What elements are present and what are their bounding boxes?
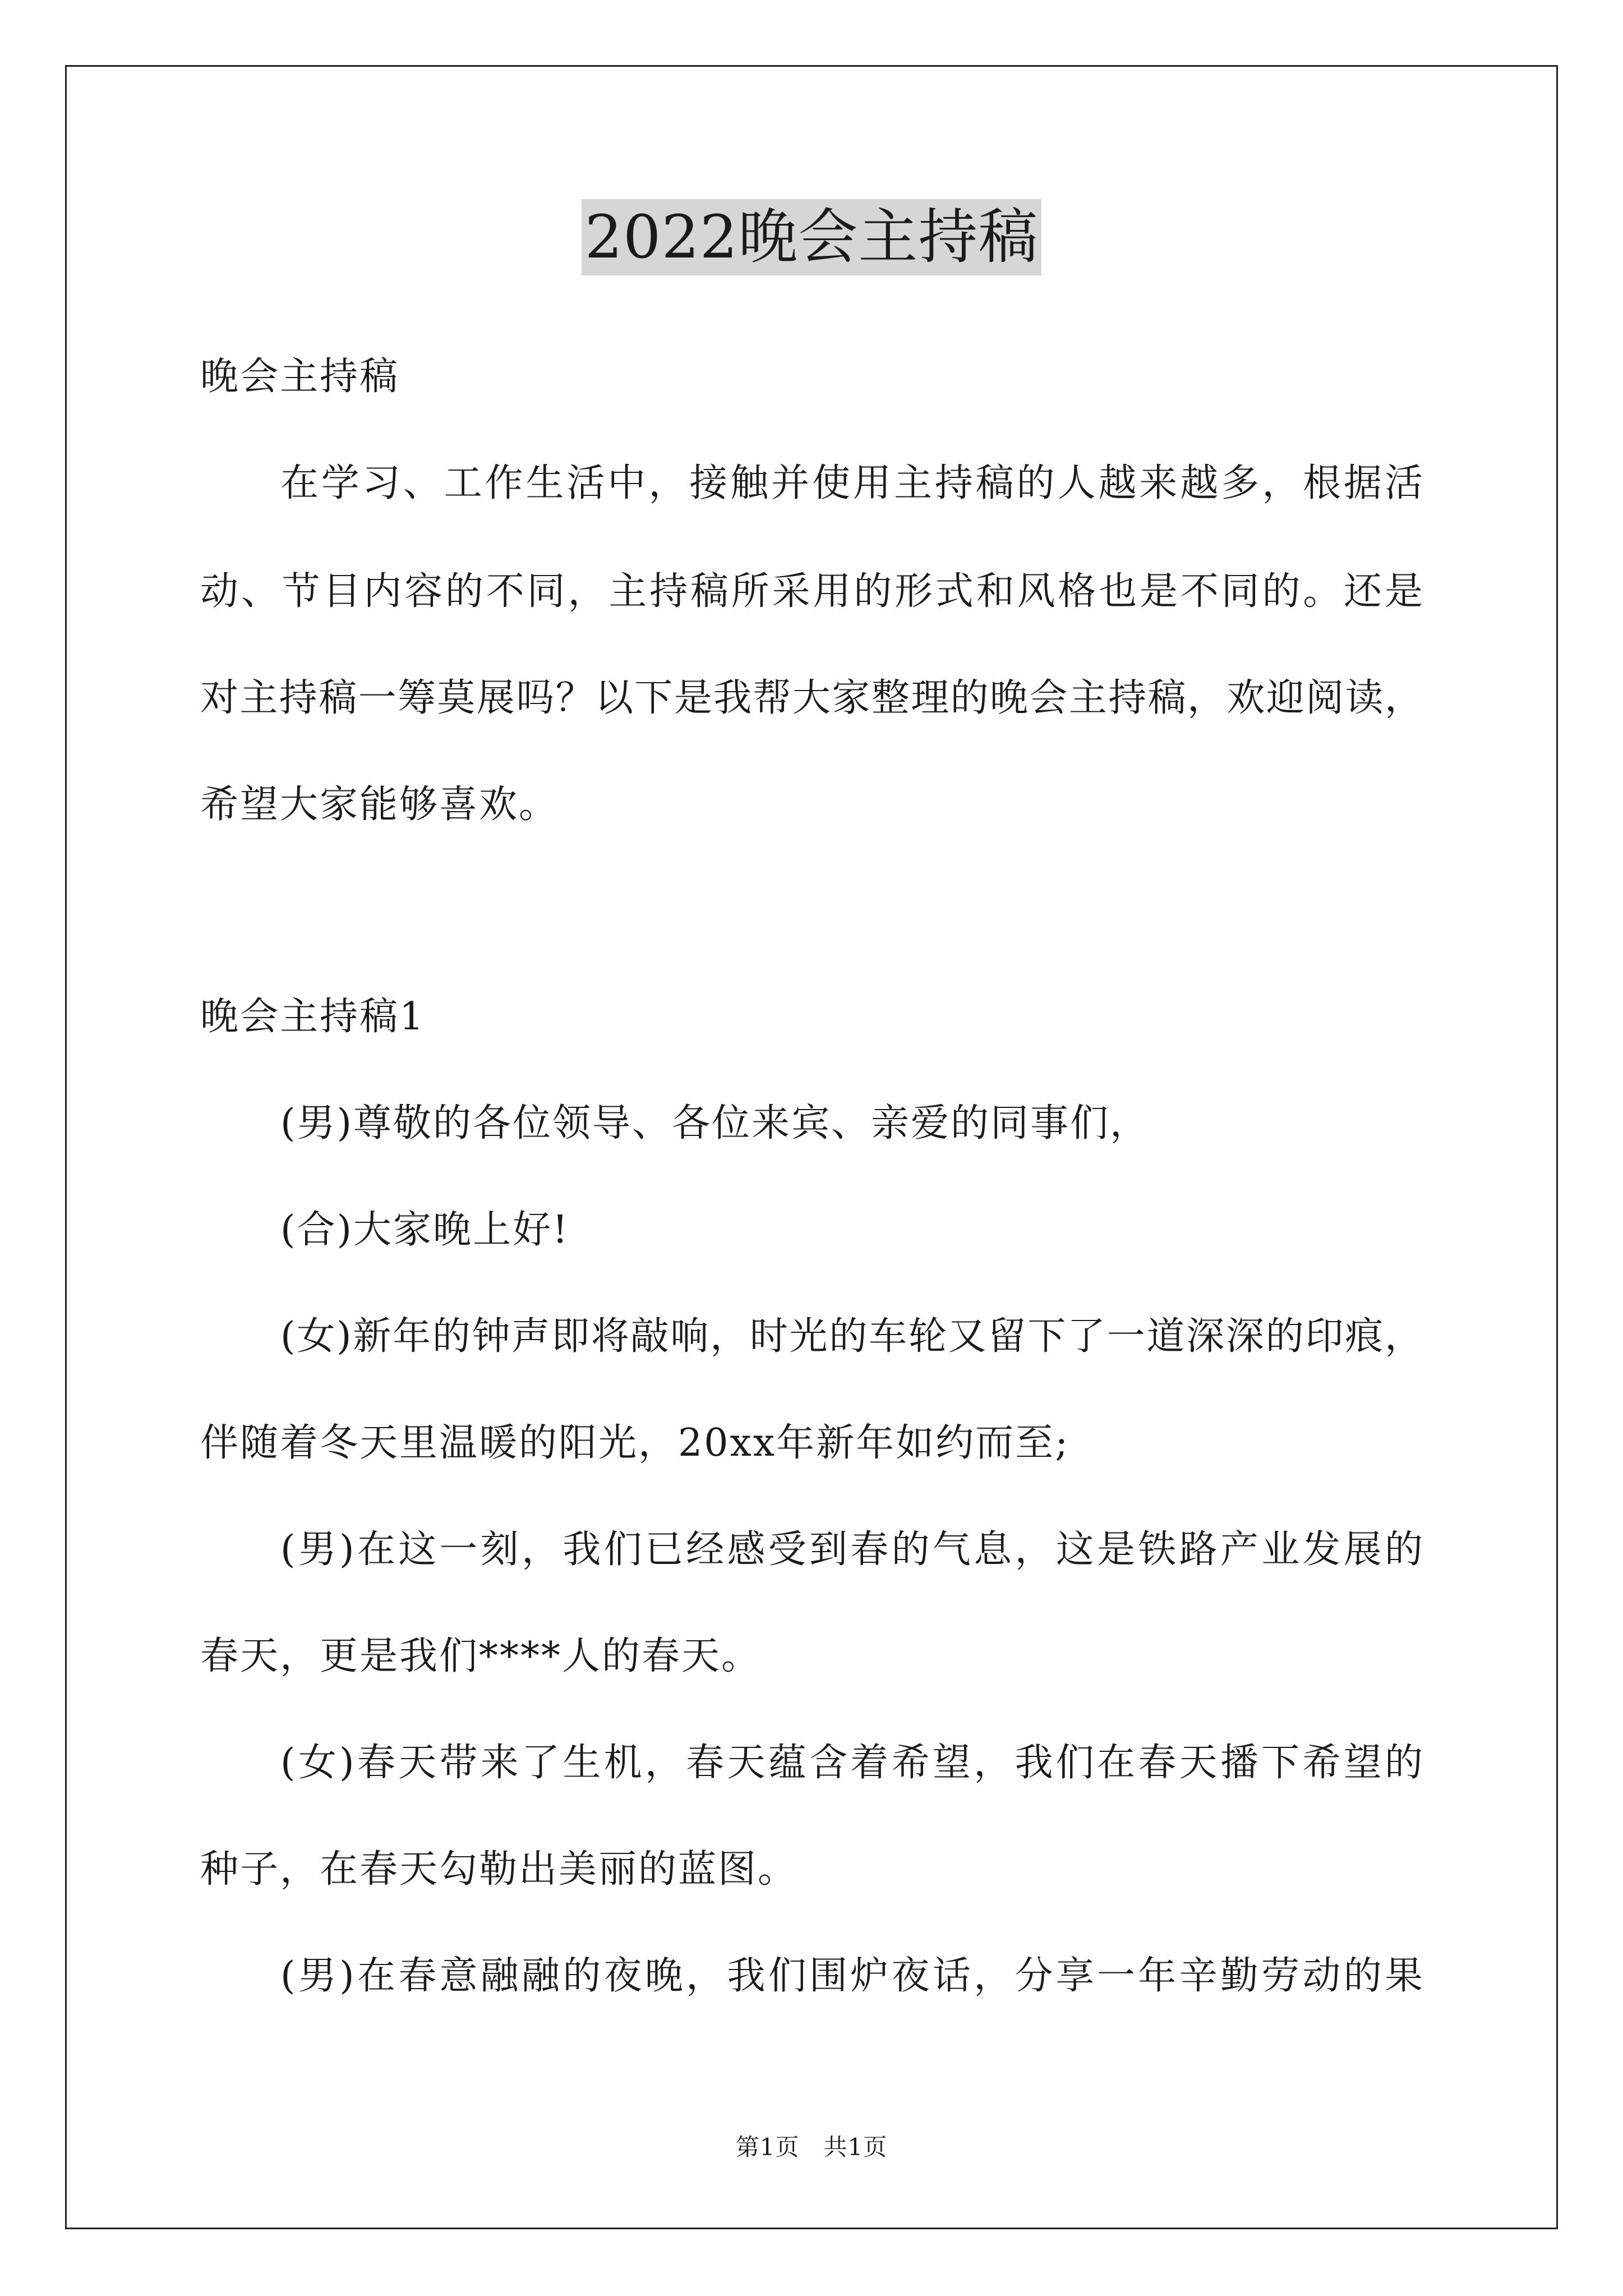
body-line: (男)尊敬的各位领导、各位来宾、亲爱的同事们， bbox=[280, 1101, 1150, 1145]
intro-line: 在学习、工作生活中，接触并使用主持稿的人越来越多，根据活 bbox=[280, 461, 1423, 505]
body-line: 伴随着冬天里温暖的阳光，20xx年新年如约而至; bbox=[200, 1421, 1070, 1465]
body-line: (合)大家晚上好! bbox=[280, 1208, 570, 1252]
body-line: (男)在这一刻，我们已经感受到春的气息，这是铁路产业发展的 bbox=[280, 1527, 1423, 1572]
body-line: 种子，在春天勾勒出美丽的蓝图。 bbox=[200, 1847, 798, 1892]
body-line: (女)春天带来了生机，春天蕴含着希望，我们在春天播下希望的 bbox=[280, 1741, 1423, 1785]
section-heading: 晚会主持稿1 bbox=[200, 995, 426, 1039]
page-footer bbox=[0, 2131, 1623, 2164]
intro-line: 动、节目内容的不同，主持稿所采用的形式和风格也是不同的。还是 bbox=[200, 569, 1423, 614]
body-line: (女)新年的钟声即将敲响，时光的车轮又留下了一道深深的印痕， bbox=[280, 1314, 1423, 1359]
document-title: 2022晚会主持稿 bbox=[582, 199, 1042, 275]
body-line: 春天，更是我们****人的春天。 bbox=[200, 1634, 762, 1678]
page-number: 第1页 共1页 bbox=[735, 2133, 888, 2161]
body-line: (男)在春意融融的夜晚，我们围炉夜话，分享一年辛勤劳动的果 bbox=[280, 1954, 1423, 1998]
section-heading: 晚会主持稿 bbox=[200, 355, 400, 399]
intro-line: 对主持稿一筹莫展吗？以下是我帮大家整理的晚会主持稿，欢迎阅读， bbox=[200, 676, 1423, 720]
intro-line: 希望大家能够喜欢。 bbox=[200, 783, 559, 827]
title-container bbox=[0, 199, 1623, 275]
